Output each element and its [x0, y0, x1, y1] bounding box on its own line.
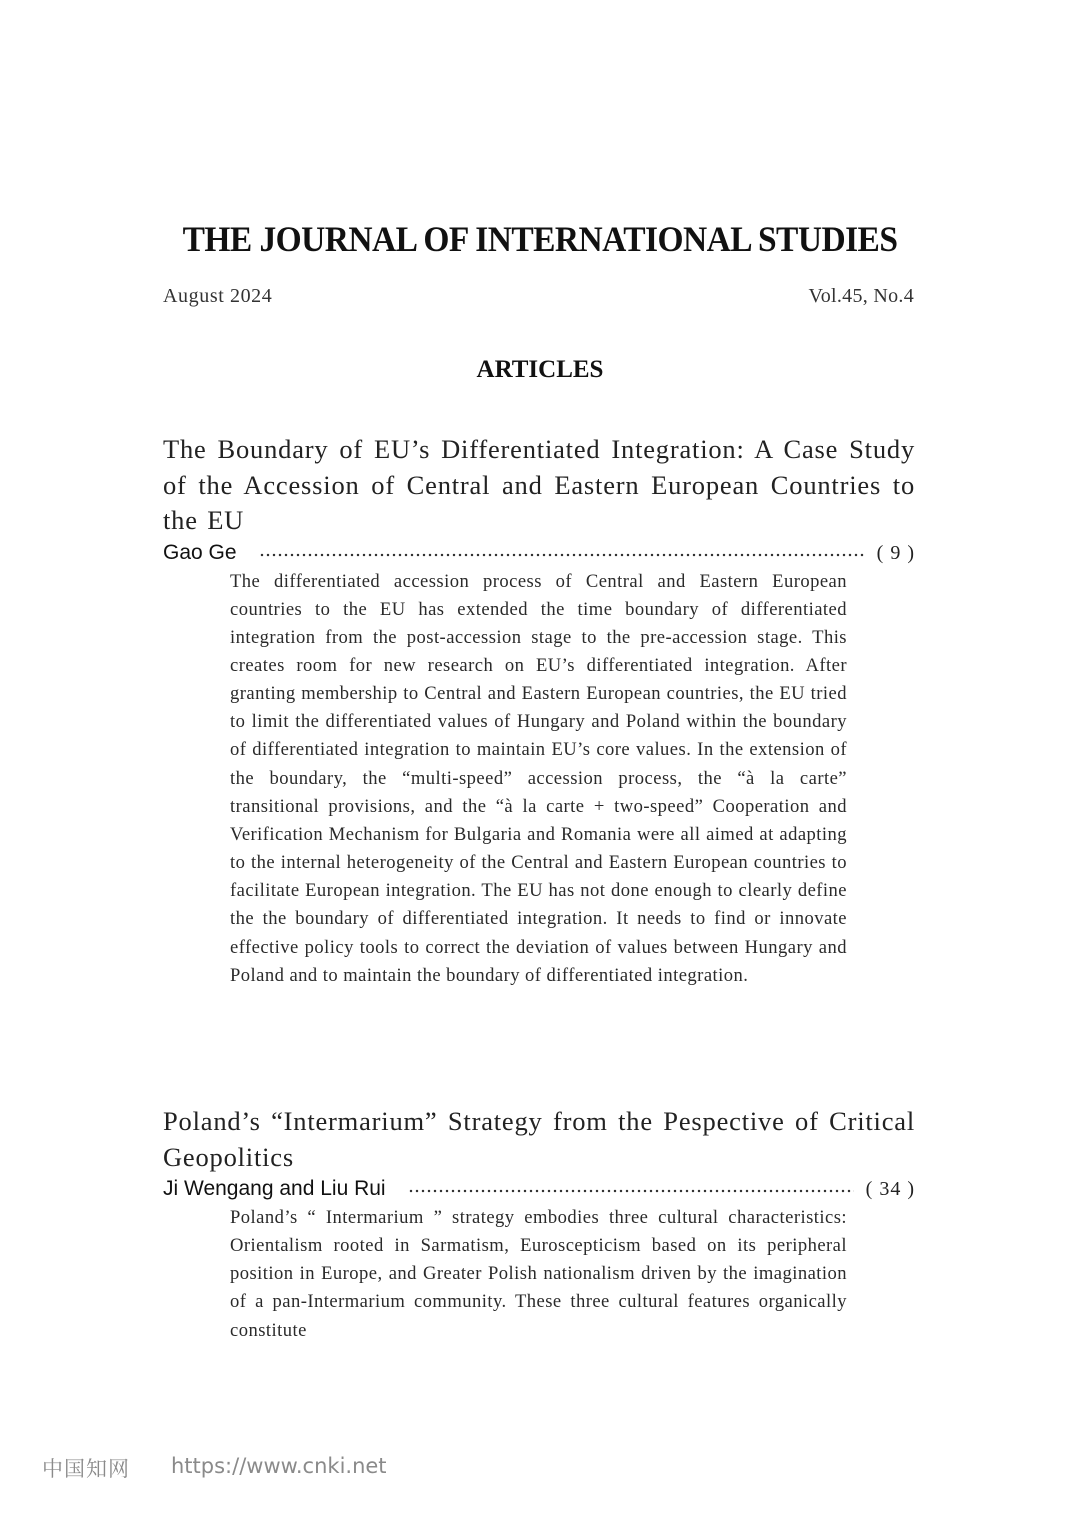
- article-title[interactable]: The Boundary of EU’s Differentiated Integration: A Case Study of the Accession of Central and Eastern European Countries to the EU: [163, 434, 915, 535]
- cnki-watermark-brand: 中国知网: [42, 1457, 130, 1481]
- article-author: Gao Ge: [163, 540, 237, 564]
- journal-title: THE JOURNAL OF INTERNATIONAL STUDIES: [182, 219, 898, 259]
- article-abstract: The differentiated accession process of Central and Eastern European countries to the EU has extended the time boundary of differentiated integration from the post-accession stage to the pre-accession stage. This creates room for new research on EU’s differentiated integration. After granting membership to Central and Eastern European countries, the EU tried to limit the differentiated values of Hungary and Poland within the boundary of differentiated integration to maintain EU’s core values. In the extension of the boundary, the “multi-speed” accession process, the “à la carte” transitional provisions, and the “à la carte + two-speed” Cooperation and Verification Mechanism for Bulgaria and Romania were all aimed at adapting to the internal heterogeneity of the Central and Eastern European countries to facilitate European integration. The EU has not done enough to clearly define the the boundary of differentiated integration. It needs to find or innovate effective policy tools to correct the deviation of values between Hungary and Poland and to maintain the boundary of differentiated integration.: [230, 570, 847, 986]
- dot-leader: [259, 553, 865, 557]
- article-entry: [163, 1104, 915, 1345]
- issue-date: August 2024: [163, 285, 273, 307]
- article-abstract: Poland’s “ Intermarium ” strategy embodies three cultural characteristics: Orientalism rooted in Sarmatism, Euroscepticism based on its peripheral position in Europe, and Greater Polish nationalism driven by the imagination of a pan-Intermarium community. These three cultural features organically constitute: [230, 1207, 847, 1341]
- article-author: Ji Wengang and Liu Rui: [163, 1177, 386, 1200]
- author-line: [163, 537, 915, 569]
- issue-volume: Vol.45, No.4: [808, 285, 914, 307]
- dot-leader: [408, 1189, 854, 1193]
- cnki-watermark-url: https://www.cnki.net: [171, 1454, 387, 1478]
- page-number: ( 9 ): [876, 541, 915, 564]
- article-title[interactable]: Poland’s “Intermarium” Strategy from the Pespective of Critical Geopolitics: [163, 1106, 915, 1172]
- article-entry: [163, 432, 915, 990]
- author-line: [163, 1173, 915, 1205]
- section-heading: ARTICLES: [476, 356, 604, 383]
- page-number: ( 34 ): [865, 1178, 915, 1200]
